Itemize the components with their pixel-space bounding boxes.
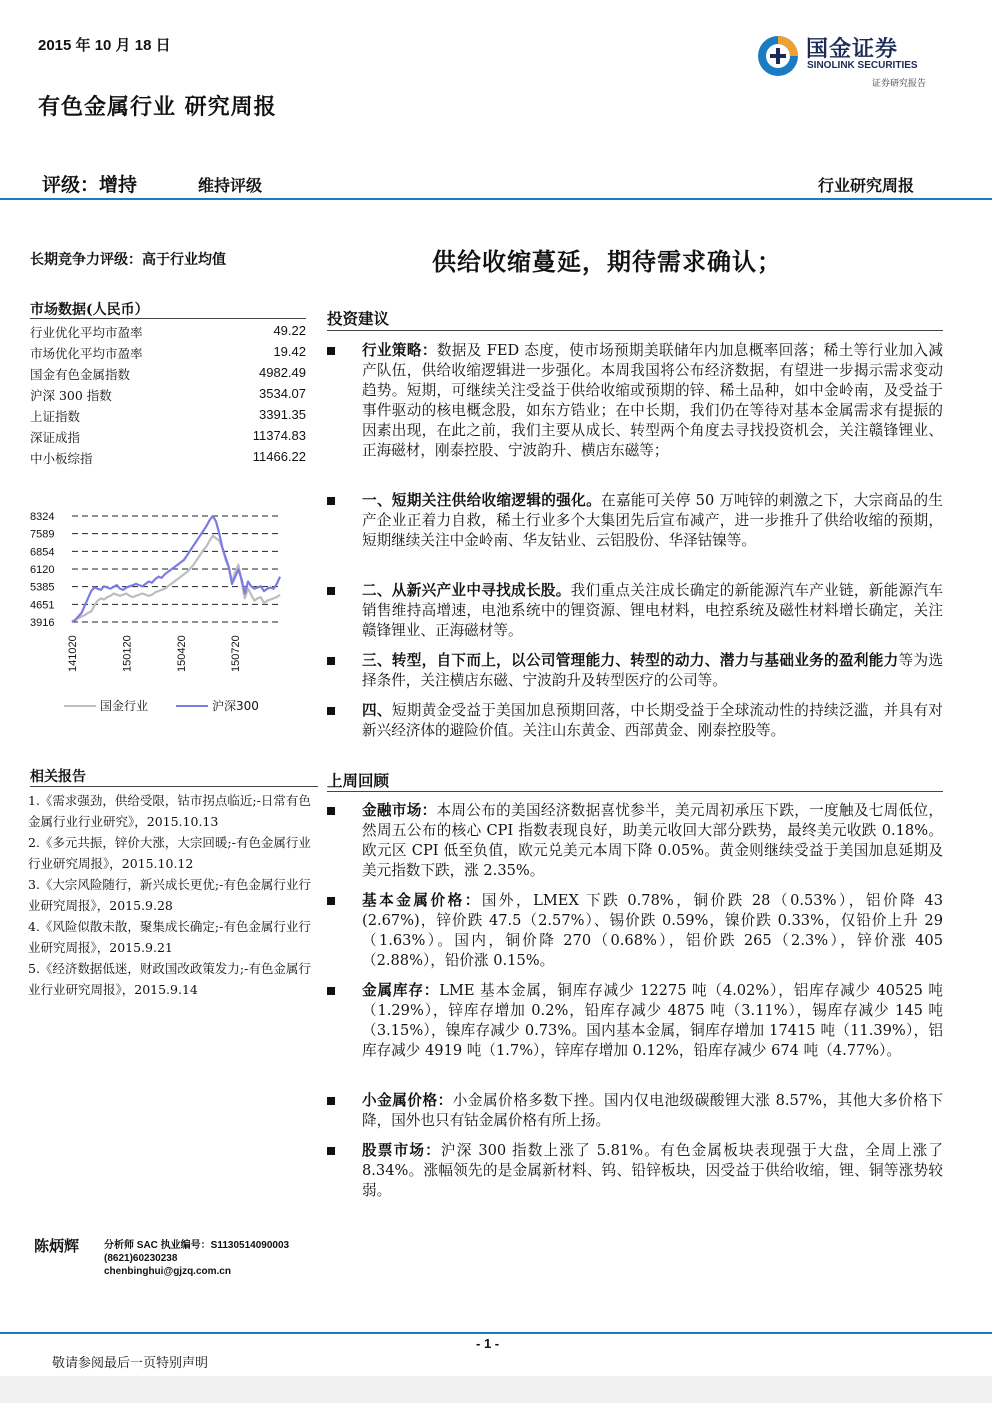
- company-logo: [756, 32, 956, 92]
- investment-item: [327, 341, 943, 461]
- item-heading: 四、: [362, 702, 392, 719]
- investment-divider: [327, 330, 943, 331]
- investment-item: [327, 651, 943, 691]
- investment-item: [327, 701, 943, 741]
- author-name: 陈炳辉: [34, 1237, 80, 1255]
- market-row-label: 行业优化平均市盈率: [30, 325, 143, 340]
- item-heading: 二、从新兴产业中寻找成长股。: [362, 582, 571, 599]
- market-row-value: 4982.49: [259, 365, 306, 380]
- market-row-value: 49.22: [273, 323, 306, 338]
- author-phone: (8621)60230238: [104, 1253, 178, 1264]
- report-type: 行业研究周报: [818, 176, 915, 195]
- market-row: [30, 321, 306, 342]
- item-heading: 三、转型，自下而上，以公司管理能力、转型的动力、潜力与基础业务的盈利能力: [362, 652, 899, 669]
- related-report-link[interactable]: 3.《大宗风险随行，新兴成长更优;-有色金属行业行业研究周报》，2015.9.28: [28, 877, 311, 913]
- rating-label: 评级：增持: [42, 174, 138, 196]
- bullet-icon: [327, 347, 335, 355]
- bullet-icon: [327, 707, 335, 715]
- market-row-label: 深证成指: [30, 430, 81, 445]
- legend-label: 沪深300: [212, 699, 259, 713]
- market-row-value: 19.42: [273, 344, 306, 359]
- review-section-title: 上周回顾: [327, 771, 390, 790]
- market-row-label: 国金有色金属指数: [30, 367, 131, 382]
- item-heading: 金属库存：: [362, 982, 440, 999]
- market-row-label: 市场优化平均市盈率: [30, 346, 143, 361]
- item-heading: 基本金属价格：: [362, 892, 482, 909]
- item-text: 小金属价格多数下挫。国内仅电池级碳酸锂大涨 8.57%，其他大多价格下降，国外也只有钴金属价格有所上扬。: [362, 1092, 943, 1129]
- item-heading: 股票市场：: [362, 1142, 441, 1159]
- market-row-value: 3391.35: [259, 407, 306, 422]
- author-email[interactable]: chenbinghui@gjzq.com.cn: [104, 1266, 231, 1277]
- bullet-icon: [327, 987, 335, 995]
- footer-divider: [0, 1332, 992, 1334]
- item-text: 短期黄金受益于美国加息预期回落，中长期受益于全球流动性的持续泛滥，并具有对新兴经济体的避险价值。关注山东黄金、西部黄金、刚泰控股等。: [362, 702, 943, 739]
- header-divider: [0, 198, 992, 200]
- y-tick-label: 6120: [30, 564, 55, 576]
- y-tick-label: 5385: [30, 581, 55, 594]
- footer-band: [0, 1376, 992, 1403]
- y-tick-label: 7589: [30, 528, 55, 541]
- item-text: 我们重点关注成长确定的新能源汽车产业链，新能源汽车销售维持高增速，电池系统中的锂资源、锂电材料，电控系统及磁性材料增长确定，关注赣锋锂业、正海磁材等。: [362, 582, 943, 639]
- market-row-label: 上证指数: [30, 409, 81, 424]
- bullet-icon: [327, 1097, 335, 1105]
- y-tick-label: 8324: [30, 511, 55, 523]
- market-row-value: 3534.07: [259, 386, 306, 401]
- related-report-link[interactable]: 2.《多元共振，锌价大涨，大宗回暖;-有色金属行业行业研究周报》，2015.10.12: [28, 835, 311, 871]
- review-item: [327, 1091, 943, 1131]
- page-number: - 1 -: [476, 1336, 500, 1351]
- author-cert: 分析师 SAC 执业编号：S1130514090003: [104, 1240, 290, 1251]
- bullet-icon: [327, 1147, 335, 1155]
- item-text: 在嘉能可关停 50 万吨锌的刺激之下，大宗商品的生产企业正着力自救，稀土行业多个大集团先后宣布减产，进一步推升了供给收缩的预期，短期继续关注中金岭南、华友钴业、云铝股份、华泽钴镍等。: [362, 492, 943, 549]
- review-divider: [327, 791, 943, 792]
- item-heading: 金融市场：: [362, 802, 437, 819]
- item-text: 等为选择条件，关注横店东磁、宁波韵升及转型医疗的公司等。: [362, 652, 943, 689]
- report-date: 2015 年 10 月 18 日: [38, 37, 171, 54]
- investment-item: [327, 491, 943, 551]
- series-line: [72, 536, 280, 621]
- author-contact: [104, 1239, 289, 1278]
- market-row: [30, 342, 306, 363]
- review-item: [327, 801, 943, 881]
- item-heading: 一、短期关注供给收缩逻辑的强化。: [362, 492, 602, 509]
- related-report-link[interactable]: 5.《经济数据低迷，财政国改政策发力;-有色金属行业行业研究周报》，2015.9.14: [28, 961, 311, 997]
- item-heading: 小金属价格：: [362, 1092, 453, 1109]
- market-row-value: 11466.22: [252, 449, 306, 464]
- disclaimer-text: 敬请参阅最后一页特别声明: [52, 1356, 209, 1371]
- item-text: 国外，LMEX 下跌 0.78%，铜价跌 28（0.53%），铝价降 43 (2.67%)，锌价跌 47.5（2.57%）、锡价跌 0.59%，镍价跌 0.33%，仅铅价上升 29（1.63%）。国内，铜价降 270（0.68%），铝价跌 265（2.3%），锌价涨 405（2.88%），铅价涨 0.15%。: [362, 892, 943, 969]
- item-text: 本周公布的美国经济数据喜忧参半，美元周初承压下跌，一度触及七周低位，然周五公布的核心 CPI 指数表现良好，助美元收回大部分跌势，最终美元收跌 0.18%。欧元区 CPI 低至负值，欧元兑美元本周下降 0.05%。黄金则继续受益于美国加息延期及美元指数下跌，涨 2.35%。: [362, 802, 943, 879]
- market-row: [30, 384, 306, 405]
- y-tick-label: 4651: [30, 599, 55, 612]
- related-reports-divider: [30, 786, 318, 787]
- x-tick-label: 150720: [230, 635, 243, 672]
- logo-en-text: SINOLINK SECURITIES: [807, 60, 918, 71]
- y-tick-label: 3916: [30, 617, 55, 629]
- market-row: [30, 426, 306, 447]
- logo-cn-text: 国金证券: [806, 36, 899, 61]
- market-row-label: 沪深 300 指数: [30, 388, 112, 403]
- bullet-icon: [327, 657, 335, 665]
- bullet-icon: [327, 587, 335, 595]
- report-title: 有色金属行业 研究周报: [38, 94, 277, 120]
- related-reports-title: 相关报告: [30, 769, 86, 785]
- bullet-icon: [327, 897, 335, 905]
- logo-icon: [756, 34, 800, 78]
- rating-note: 维持评级: [198, 176, 263, 195]
- market-data-divider: [30, 318, 306, 319]
- x-tick-label: 141020: [67, 635, 79, 672]
- y-tick-label: 6854: [30, 546, 55, 559]
- market-row: [30, 363, 306, 384]
- bullet-icon: [327, 807, 335, 815]
- investment-section-title: 投资建议: [327, 309, 390, 328]
- market-row-value: 11374.83: [252, 428, 306, 443]
- related-report-link[interactable]: 4.《风险似散未散，聚集成长确定;-有色金属行业行业研究周报》，2015.9.21: [28, 919, 311, 955]
- market-data-title: 市场数据(人民币）: [30, 302, 149, 318]
- related-report-link[interactable]: 1.《需求强劲，供给受限，钴市拐点临近;-日常有色金属行业行业研究》，2015.10.13: [28, 793, 311, 829]
- market-row: [30, 405, 306, 426]
- competitive-rating: 长期竞争力评级：高于行业均值: [30, 252, 226, 268]
- market-row-label: 中小板综指: [30, 451, 93, 466]
- legend-label: 国金行业: [100, 699, 149, 713]
- review-item: [327, 891, 943, 971]
- bullet-icon: [327, 497, 335, 505]
- logo-subtitle: 证券研究报告: [872, 79, 927, 89]
- index-line-chart: [28, 498, 286, 728]
- review-item: [327, 981, 943, 1061]
- item-text: 数据及 FED 态度，使市场预期美联储年内加息概率回落；稀土等行业加入减产队伍，供给收缩逻辑进一步强化。本周我国将公布经济数据，有望进一步揭示需求变动趋势。短期，可继续关注受益于供给收缩或预期的锌、稀土品种，如中金岭南，及受益于事件驱动的核电概念股，如东方锆业；在中长期，我们仍在等待对基本金属需求有提振的因素出现，在此之前，我们主要从成长、转型两个角度去寻找投资机会，关注赣锋锂业、正海磁材，刚泰控股、宁波韵升、横店东磁等；: [362, 342, 943, 459]
- item-text: 沪深 300 指数上涨了 5.81%。有色金属板块表现强于大盘，全周上涨了 8.34%。涨幅领先的是金属新材料、钨、铅锌板块，因受益于供给收缩，锂、铜等涨势较弱。: [362, 1142, 943, 1199]
- x-tick-label: 150120: [121, 635, 134, 672]
- item-text: LME 基本金属，铜库存减少 12275 吨（4.02%），铝库存减少 40525 吨（1.29%），锌库存增加 0.2%，铅库存减少 4875 吨（3.11%），锡库存减少 145 吨（3.15%），镍库存减少 0.73%。国内基本金属，铜库存增加 17415 吨（11.39%），铝库存减少 4919 吨（1.7%），锌库存增加 0.12%，铅库存减少 674 吨（4.77%）。: [362, 982, 943, 1059]
- x-tick-label: 150420: [175, 635, 188, 672]
- review-item: [327, 1141, 943, 1201]
- item-heading: 行业策略：: [362, 342, 437, 359]
- investment-item: [327, 581, 943, 641]
- headline: 供给收缩蔓延，期待需求确认；: [432, 247, 782, 276]
- market-row: [30, 447, 306, 468]
